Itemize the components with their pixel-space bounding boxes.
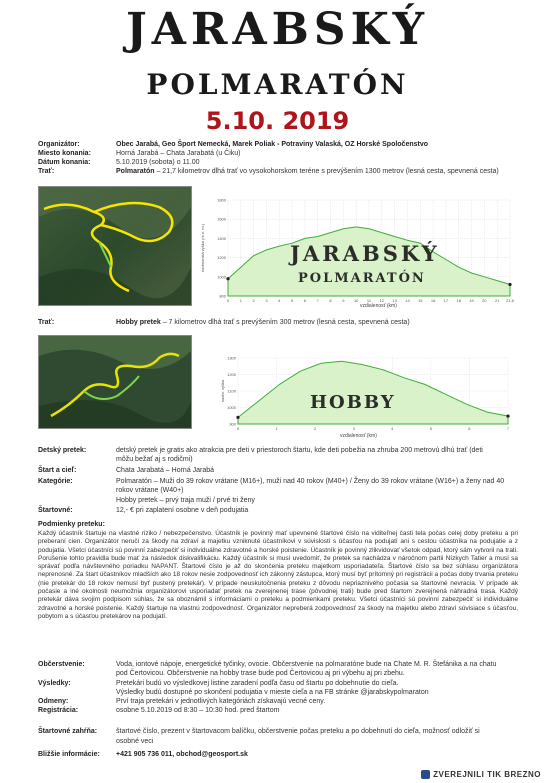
y-tick-label: 1200 [217, 255, 226, 261]
x-tick-label: 0 [236, 426, 240, 431]
x-tick-label: 17 [443, 298, 449, 303]
start-value: Chata Jarabatá – Horná Jarabá [116, 467, 215, 474]
x-tick-label: 19 [469, 298, 474, 303]
y-tick-label: 1800 [217, 197, 226, 203]
event-date: 5.10. 2019 [205, 107, 350, 135]
hobby-track-label: Trať: [38, 319, 55, 326]
place-label: Miesto konania: [38, 150, 91, 157]
x-tick-label: 4 [391, 426, 394, 431]
date-value: 5.10.2019 (sobota) o 11.00 [116, 159, 200, 166]
event-title-line1: JARABSKÝ [125, 4, 430, 55]
x-tick-label: 21,6 [506, 298, 514, 303]
polmaraton-elevation-profile [200, 186, 520, 310]
x-tick-label: 21 [494, 298, 500, 303]
results-value-1: Pretekári budú vo výsledkovej listine zaradení podľa času od štartu po dobehnutie do cieľa. [116, 680, 399, 687]
fee-value: 12,- € pri zaplatení osobne v deň podujatia [116, 507, 249, 514]
hobby-overlay-title: HOBBY [310, 392, 396, 413]
x-tick-label: 3 [265, 298, 268, 303]
x-tick-label: 15 [418, 298, 423, 303]
finish-marker [508, 283, 511, 286]
x-tick-label: 6 [468, 426, 471, 431]
y-tick-label: 1000 [227, 405, 236, 410]
x-tick-label: 7 [506, 426, 510, 431]
x-tick-label: 14 [405, 298, 410, 303]
profile-overlay-title1: JARABSKÝ [290, 241, 440, 266]
track-name: Polmaratón [116, 168, 155, 175]
kids-value-1: detský pretek je gratis ako atrakcia pre deti v priestoroch štartu, kde deti pobežia na zhruba 200 metrovú dlhú trať (deti [116, 447, 483, 454]
start-marker [226, 277, 229, 280]
kids-label: Detský pretek: [38, 447, 87, 454]
x-tick-label: 16 [430, 298, 436, 303]
x-tick-label: 7 [316, 298, 319, 303]
y-tick-label: 1600 [217, 216, 226, 222]
x-tick-label: 3 [352, 426, 355, 431]
y-tick-label: 1300 [227, 355, 236, 361]
publisher-logo [421, 770, 541, 779]
start-label: Štart a cieľ: [38, 467, 77, 474]
polmaraton-map [38, 186, 192, 306]
hobby-elevation-profile [220, 350, 520, 440]
x-tick-label: 2 [314, 426, 317, 431]
hobby-xlabel: vzdialenosť (km) [340, 433, 377, 439]
hobby-track-desc: – 7 kilometrov dlhá trať s prevýšením 300 metrov (lesná cesta, spevnená cesta) [162, 319, 410, 326]
place-value: Horná Jarabá – Chata Jarabatá (u Čiku) [116, 150, 241, 157]
results-label: Výsledky: [38, 680, 71, 687]
x-tick-label: 1 [239, 298, 242, 303]
date-label: Dátum konania: [38, 159, 91, 166]
y-axis-label: nadm. výška [220, 379, 225, 403]
x-tick-label: 0 [226, 298, 230, 303]
organizer-value: Obec Jarabá, Geo Šport Nemecká, Marek Poliak - Potraviny Valaská, OZ Horské Spoločenstvo [116, 141, 429, 148]
registration-label: Registrácia: [38, 707, 79, 714]
contact-value: +421 905 736 011, obchod@geosport.sk [116, 751, 248, 758]
kids-value-2: môžu bežať aj s rodičmi) [116, 456, 193, 463]
fee-includes-value-2: osobné veci [116, 738, 154, 745]
awards-value: Prví traja pretekári v jednotlivých kategóriách získavajú vecné ceny. [116, 698, 326, 705]
categories-value-1: Polmaratón – Muži do 39 rokov vrátane (M16+), muži nad 40 rokov (M40+) / Ženy do 39 rokov vrátane (W16+) a ženy nad 40 [116, 478, 505, 485]
hobby-map [38, 335, 192, 429]
finish-marker [506, 414, 509, 417]
track-desc: – 21,7 kilometrov dlhá trať vo vysokohorskom teréne s prevýšením 1300 metrov (lesná cesta, spevnená cesta) [156, 168, 499, 175]
categories-label: Kategórie: [38, 478, 73, 485]
conditions-heading: Podmienky preteku: [38, 521, 105, 528]
track-label: Trať: [38, 168, 55, 175]
x-tick-label: 8 [329, 298, 332, 303]
x-tick-label: 10 [353, 298, 359, 303]
conditions-text: Každý účastník štartuje na vlastné riziko / nebezpečenstvo. Účastník je povinný mať upevnené štartové číslo na viditeľnej časti tela počas celej doby preteku a pri preberaní cien. Organizátor neručí za škody na zdraví a majetku vzniknuté účastníkovi v súvislosti s účasťou na podujatí ani s cestou účastníka na podujatie a z podujatia. Všetci účastníci sú povinní zabezpečiť si individuálne zdravotné a horské poistenie. Účastník je povinný zlikvidovať všetok odpad, ktorý sám vytvoril na trati. Porušenie tohto pravidla bude mať za následok diskvalifikáciu. Každý účastník si musí uvedomiť, že pretek sa nachádza v náročnom partii Nízkych Tatier a musí sa správať podľa návštevného poriadku NAPANT. Štartové číslo je až do skončenia preteku majetkom usporiadateľa. Štartové číslo sa bez súhlasu organizátora neprenosné. Za štart účastníkov mladších ako 18 rokov nesie zodpovednosť ich zákonný zástupca, ktorý musí byť prítomný pri registrácii a počas doby trvania preteku (nie pretekár do 18 rokov nemusí byť pustený pretekár). V prípade neuskutočnenia preteku z dôvodu nepriaznivého počasia sa štartovné nevracia. V prípade ak počasie a iné okolnosti neumožnia organizátorovi usporiadať pretek na zverejnenej trase (pôvodnej trati) bude pred štartom zverejnená náhradná trasa. Každý pretekár dáva svojím podpisom súhlas, že sa oboznámil s informáciami o preteku a podmienkami preteku. Všetci účastníci sú povinní zabezpečiť si individuálne zdravotné a horské poistenie. Každý štartuje na vlastnú zodpovednosť. Organizátor nepreberá zodpovednosť za škody na majetku alebo zdraví súvisiace s účasťou, pobytom a s účasťou pretekárov na podujatí. [38, 530, 518, 620]
y-tick-label: 1400 [217, 235, 226, 241]
profile-xlabel: vzdialenosť (km) [360, 303, 397, 309]
hobby-track-description [116, 318, 410, 327]
x-tick-label: 11 [366, 298, 372, 303]
organizer-label: Organizátor: [38, 141, 80, 148]
x-tick-label: 6 [303, 298, 307, 303]
categories-value-2: rokov vrátane (W40+) [116, 487, 184, 494]
logo-mark-icon [421, 770, 430, 779]
track-description [116, 167, 499, 176]
hobby-track-name: Hobby pretek [116, 319, 161, 326]
refresh-label: Občerstvenie: [38, 661, 85, 668]
x-tick-label: 5 [429, 426, 432, 431]
y-tick-label: 900 [229, 421, 236, 427]
y-tick-label: 1100 [227, 388, 236, 394]
y-tick-label: 800 [219, 293, 226, 299]
x-tick-label: 13 [392, 298, 397, 303]
contact-label: Bližšie informácie: [38, 751, 100, 758]
fee-label: Štartovné: [38, 507, 73, 514]
refresh-value-1: Voda, iontové nápoje, energetické tyčinky, ovocie. Občerstvenie na polmaratóne bude na Chate M. R. Štefánika a na chatu [116, 661, 497, 668]
profile-overlay-title2: POLMARATÓN [298, 271, 426, 286]
x-tick-label: 1 [275, 426, 278, 431]
x-tick-label: 20 [482, 298, 487, 303]
x-tick-label: 12 [379, 298, 385, 303]
y-tick-label: 1000 [217, 274, 226, 280]
fee-includes-value-1: štartové číslo, prezent v štartovacom balíčku, občerstvenie počas preteku a po dobehnutí do cieľa, možnosť odložiť si [116, 728, 480, 735]
logo-text: ZVEREJNILI TIK BREZNO [433, 769, 541, 779]
x-tick-label: 2 [252, 298, 255, 303]
x-tick-label: 9 [342, 298, 345, 303]
y-tick-label: 1200 [227, 372, 236, 377]
y-axis-label: nadmorská výška (m n. m.) [200, 223, 205, 273]
x-tick-label: 4 [278, 298, 281, 303]
fee-includes-label: Štartovné zahŕňa: [38, 728, 98, 735]
refresh-value-2: pod Čertovicou. Občerstvenie na hobby trase bude pod Čertovicou aj pri výbehu aj pri zbehu. [116, 670, 405, 677]
start-marker [236, 416, 239, 419]
x-tick-label: 5 [290, 298, 294, 303]
awards-label: Odmeny: [38, 698, 69, 705]
registration-value: osobne 5.10.2019 od 8:30 – 10:30 hod. pred štartom [116, 707, 280, 714]
x-tick-label: 18 [456, 298, 461, 303]
results-value-2: Výsledky budú dostupné po skončení podujatia v mieste cieľa a na FB stránke @jarabskypolmaraton [116, 689, 429, 696]
categories-value-3: Hobby pretek – prvý traja muži / prvé tri ženy [116, 497, 255, 504]
event-title-line2: POLMARATÓN [146, 68, 409, 101]
